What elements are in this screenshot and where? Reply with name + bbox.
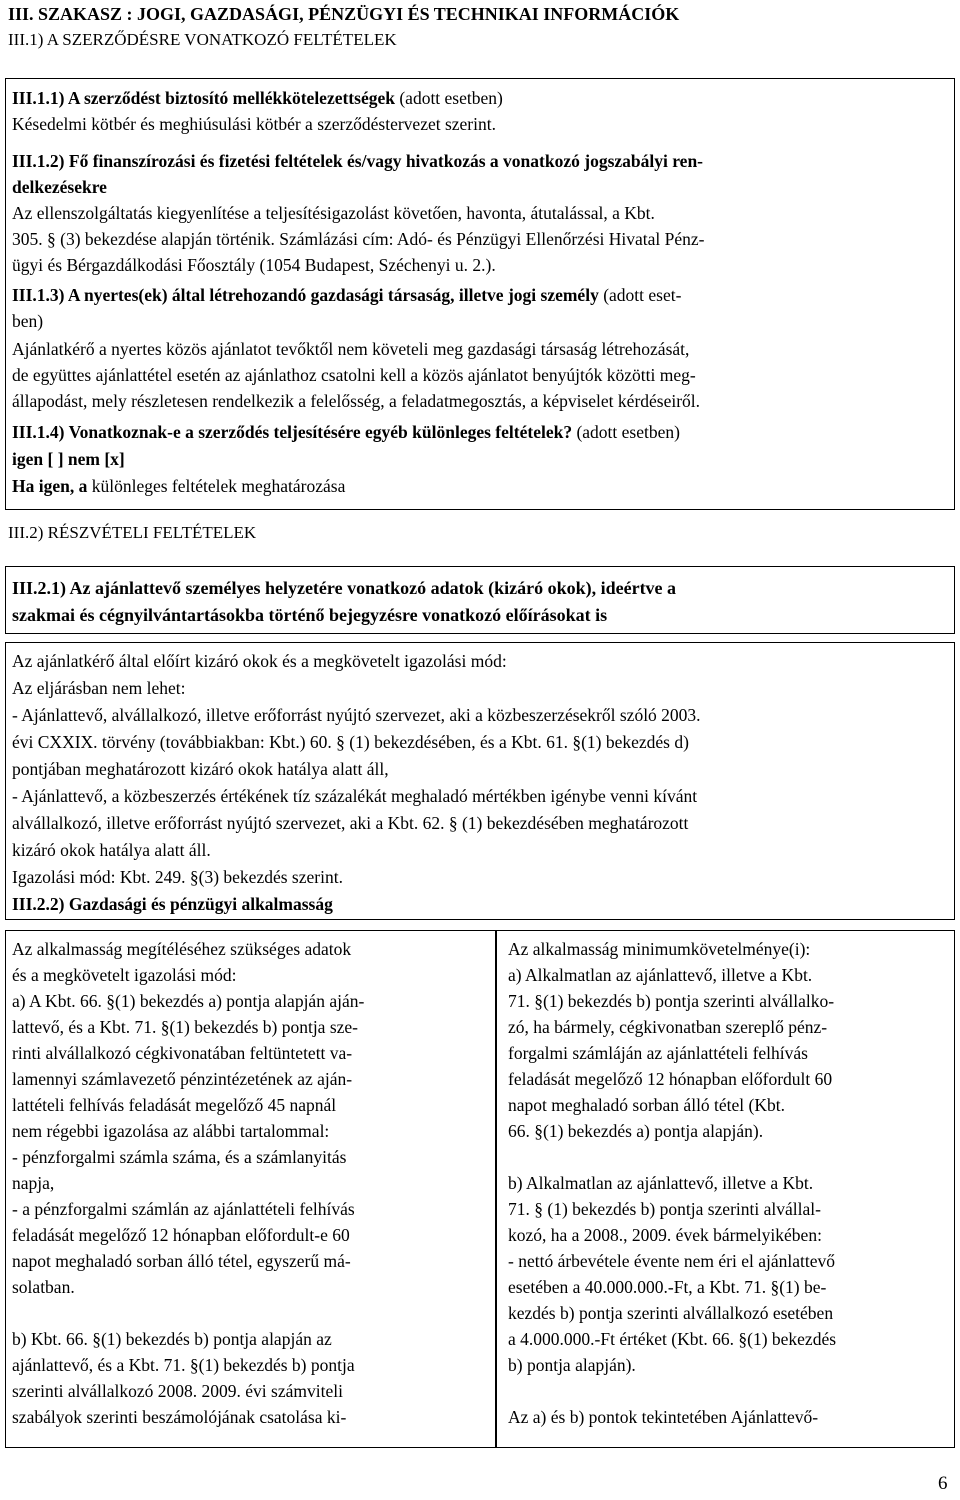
s113-heading-l1 bbox=[12, 284, 681, 306]
left-line: solatban. bbox=[12, 1277, 75, 1297]
right-line: forgalmi számláján az ajánlattételi felhívás bbox=[508, 1043, 808, 1063]
s2-heading: III.2) RÉSZVÉTELI FELTÉTELEK bbox=[8, 523, 257, 542]
s114-choice: igen [ ] nem [x] bbox=[12, 449, 125, 469]
right-line: a 4.000.000.-Ft értéket (Kbt. 66. §(1) bekezdés bbox=[508, 1329, 837, 1349]
s112-heading-l1: III.1.2) Fő finanszírozási és fizetési feltételek és/vagy hivatkozás a vonatkozó jogszabályi ren- bbox=[12, 151, 704, 171]
exclusion-l2: Az eljárásban nem lehet: bbox=[12, 678, 186, 698]
left-line: szerinti alvállalkozó 2008. 2009. évi számviteli bbox=[12, 1381, 343, 1401]
s113-text-l2: de együttes ajánlattétel esetén az ajánlathoz csatolni kell a közös ajánlatot benyújtók közötti meg- bbox=[12, 365, 696, 385]
exclusion-l8: kizáró okok hatálya alatt áll. bbox=[12, 840, 211, 860]
left-line: napja, bbox=[12, 1173, 55, 1193]
exclusion-l1: Az ajánlatkérő által előírt kizáró okok és a megkövetelt igazolási mód: bbox=[12, 651, 507, 671]
right-line: napot meghaladó sorban álló tétel (Kbt. bbox=[508, 1095, 786, 1115]
subsection-heading bbox=[8, 29, 397, 51]
right-line: kozó, ha a 2008., 2009. évek bármelyikében: bbox=[508, 1225, 822, 1245]
s113-title: III.1.3) A nyertes(ek) által létrehozandó gazdasági társaság, illetve jogi személy bbox=[12, 285, 599, 305]
exclusion-l5: pontjában meghatározott kizáró okok hatálya alatt áll, bbox=[12, 759, 389, 779]
s112-text-l2: 305. § (3) bekezdése alapján történik. Számlázási cím: Adó- és Pénzügyi Ellenőrzési Hivatal Pénz- bbox=[12, 229, 705, 249]
s222-heading: III.2.2) Gazdasági és pénzügyi alkalmasság bbox=[12, 894, 333, 914]
s114-note: (adott esetben) bbox=[572, 422, 680, 442]
left-line: Az alkalmasság megítéléséhez szükséges adatok bbox=[12, 939, 352, 959]
left-line: és a megkövetelt igazolási mód: bbox=[12, 965, 237, 985]
right-line: b) Alkalmatlan az ajánlattevő, illetve a Kbt. bbox=[508, 1173, 814, 1193]
s112-text-l3: ügyi és Bérgazdálkodási Főosztály (1054 Budapest, Széchenyi u. 2.). bbox=[12, 255, 496, 275]
left-line: rinti alvállalkozó cégkivonatában feltüntetett va- bbox=[12, 1043, 353, 1063]
s114-title: III.1.4) Vonatkoznak-e a szerződés teljesítésére egyéb különleges feltételek? bbox=[12, 422, 573, 442]
s111-heading bbox=[12, 87, 503, 109]
left-line: - a pénzforgalmi számlán az ajánlattételi felhívás bbox=[12, 1199, 355, 1219]
s111-title: III.1.1) A szerződést biztosító mellékkötelezettségek bbox=[12, 88, 395, 108]
right-line: 66. §(1) bekezdés a) pontja alapján). bbox=[508, 1121, 764, 1141]
exclusion-l6: - Ajánlattevő, a közbeszerzés értékének tíz százalékát meghaladó mértékben igénybe venni kívánt bbox=[12, 786, 698, 806]
s114-definition-bold: Ha igen, a bbox=[12, 476, 88, 496]
left-line: lattételi felhívás feladását megelőző 45 napnál bbox=[12, 1095, 337, 1115]
right-line: 71. §(1) bekezdés b) pontja szerinti alvállalko- bbox=[508, 991, 835, 1011]
left-line: a) A Kbt. 66. §(1) bekezdés a) pontja alapján aján- bbox=[12, 991, 365, 1011]
s113-note-l2: ben) bbox=[12, 311, 44, 331]
right-line: kezdés b) pontja szerinti alvállalkozó esetében bbox=[508, 1303, 834, 1323]
right-line: 71. § (1) bekezdés b) pontja szerinti alvállal- bbox=[508, 1199, 821, 1219]
exclusion-l3: - Ajánlattevő, alvállalkozó, illetve erőforrást nyújtó szervezet, aki a közbeszerzésekről szóló 2003. bbox=[12, 705, 701, 725]
s112-text-l1: Az ellenszolgáltatás kiegyenlítése a teljesítésigazolást követően, havonta, átutalással, a Kbt. bbox=[12, 203, 655, 223]
left-line: ajánlattevő, és a Kbt. 71. §(1) bekezdés b) pontja bbox=[12, 1355, 355, 1375]
left-line: napot meghaladó sorban álló tétel, egyszerű má- bbox=[12, 1251, 351, 1271]
right-line: feladását megelőző 12 hónapban előfordult 60 bbox=[508, 1069, 833, 1089]
right-line: Az alkalmasság minimumkövetelménye(i): bbox=[508, 939, 811, 959]
s114-definition bbox=[12, 475, 345, 497]
page-number: 6 bbox=[938, 1473, 948, 1494]
right-line: a) Alkalmatlan az ajánlattevő, illetve a Kbt. bbox=[508, 965, 813, 985]
right-line: esetében a 40.000.000.-Ft, a Kbt. 71. §(1) be- bbox=[508, 1277, 827, 1297]
left-line: feladását megelőző 12 hónapban előfordult-e 60 bbox=[12, 1225, 350, 1245]
s112-heading-l2: delkezésekre bbox=[12, 177, 107, 197]
right-line: Az a) és b) pontok tekintetében Ajánlattevő- bbox=[508, 1407, 819, 1427]
s221-heading-l1: III.2.1) Az ajánlattevő személyes helyzetére vonatkozó adatok (kizáró okok), ideértve a bbox=[12, 578, 677, 598]
exclusion-l7: alvállalkozó, illetve erőforrást nyújtó szervezet, aki a Kbt. 62. § (1) bekezdésében meghatározott bbox=[12, 813, 689, 833]
exclusion-l4: évi CXXIX. törvény (továbbiakban: Kbt.) 60. § (1) bekezdésében, és a Kbt. 61. §(1) bekezdés d) bbox=[12, 732, 689, 752]
left-line: - pénzforgalmi számla száma, és a számlanyitás bbox=[12, 1147, 347, 1167]
s111-note: (adott esetben) bbox=[394, 88, 503, 108]
s113-text-l1: Ajánlatkérő a nyertes közös ajánlatot tevőktől nem követeli meg gazdasági társaság létrehozását, bbox=[12, 339, 690, 359]
left-line: lattevő, és a Kbt. 71. §(1) bekezdés b) pontja sze- bbox=[12, 1017, 358, 1037]
subsection-heading-text: III.1) A SZERZŐDÉSRE VONATKOZÓ FELTÉTELEK bbox=[8, 30, 397, 49]
right-line: zó, ha bármely, cégkivonatban szereplő pénz- bbox=[508, 1017, 828, 1037]
s114-heading bbox=[12, 421, 680, 443]
left-line: b) Kbt. 66. §(1) bekezdés b) pontja alapján az bbox=[12, 1329, 332, 1349]
s111-text: Késedelmi kötbér és meghiúsulási kötbér a szerződéstervezet szerint. bbox=[12, 114, 496, 134]
right-line: - nettó árbevétele évente nem éri el ajánlattevő bbox=[508, 1251, 835, 1271]
exclusion-l9: Igazolási mód: Kbt. 249. §(3) bekezdés szerint. bbox=[12, 867, 343, 887]
s114-definition-rest: különleges feltételek meghatározása bbox=[87, 476, 346, 496]
left-line: nem régebbi igazolása az alábbi tartalommal: bbox=[12, 1121, 330, 1141]
s113-text-l3: állapodást, mely részletesen rendelkezik a felelősség, a feladatmegosztás, a képviselet kérdéseiről. bbox=[12, 391, 701, 411]
section-heading: III. SZAKASZ : JOGI, GAZDASÁGI, PÉNZÜGYI ÉS TECHNIKAI INFORMÁCIÓK bbox=[8, 4, 680, 24]
left-line: lamennyi számlavezető pénzintézetének az aján- bbox=[12, 1069, 353, 1089]
right-line: b) pontja alapján). bbox=[508, 1355, 636, 1375]
left-line: szabályok szerinti beszámolójának csatolása ki- bbox=[12, 1407, 347, 1427]
s113-note-l1: (adott eset- bbox=[598, 285, 682, 305]
s221-heading-l2: szakmai és cégnyilvántartásokba történő bejegyzésre vonatkozó előírásokat is bbox=[12, 605, 608, 625]
